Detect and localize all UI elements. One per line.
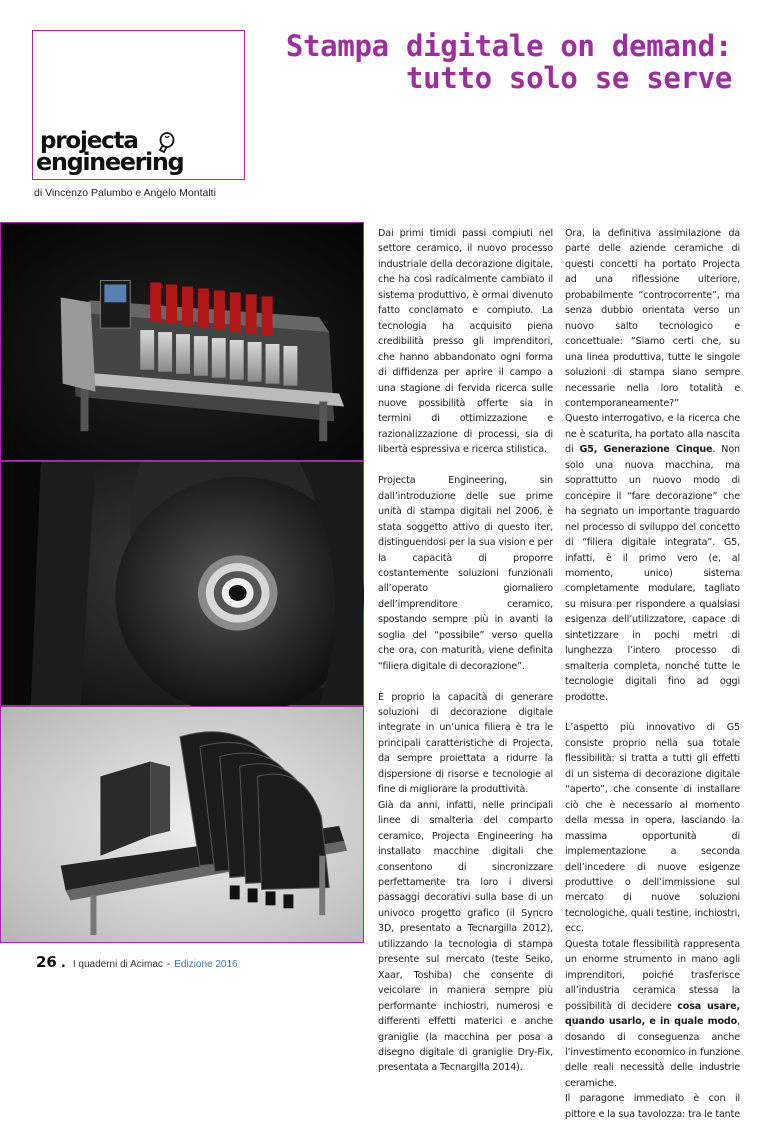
decoration-machine-photo <box>0 222 364 461</box>
title-line1: Stampa digitale on demand: <box>285 29 732 63</box>
col1-paragraph: Dai primi timidi passi compiuti nel settore ceramico, il nuovo processo industriale della decorazione digitale, che ha così radicalmente cambiato il sistema produttivo, è ormai divenuto fatto conclamato e compiuto. La tecnologia ha acquisito piena credibilità presso gli imprenditori, che hanno abbandonato ogni forma di diffidenza per aprire il campo a una stagione di fervida ricerca sulle nuove possibilità offerte sia in termini di ottimizzazione e razionalizzazione di processi, sia di libertà espressiva e ricerca stilistica. <box>378 228 553 456</box>
col1-paragraph: È proprio la capacità di generare soluzioni di decorazione digitale integrate in un’unica filiera è tra le principali caratteristiche di Projecta, da sempre proiettata a ridurre la dispersione di risorse e tecnologie al fine di migliorare la produttività. <box>378 691 553 796</box>
footer-separator: - <box>166 959 171 970</box>
roller-closeup-photo <box>0 461 364 706</box>
col1-paragraph: Projecta Engineering, sin dall’introduzione delle sue prime unità di stampa digitali nel 2006, è stata soggetto attivo di questo iter, distinguendosi per la sua vision e per la capacità di proporre costantemente soluzioni funzionali all’operato giornaliero dell’imprenditore ceramico, spostando sempre più in avanti la soglia del “possibile” verso quella che ora, con maturità, viene definita “filiera digitale di decorazione”. <box>378 475 553 672</box>
col2-paragraph: Ora, la definitiva assimilazione da parte delle aziende ceramiche di questi concetti ha portato Projecta ad una riflessione ulteriore, probabilmente “controcorrente”, ma senza dubbio orientata verso un nuovo salto tecnologico e concettuale: “Siamo certi che, su una linea produttiva, tutte le singole soluzioni di stampa siano sempre necessarie nella loro totalità e contemporaneamente?” <box>565 228 740 409</box>
text-column-1 <box>378 226 553 1076</box>
publication-name: I quaderni di Acimac <box>72 959 163 970</box>
page-number: 26 <box>36 953 57 971</box>
logo-text-line2: engineering <box>36 148 184 176</box>
logo-text-line1: projecta <box>40 128 138 154</box>
page-title <box>232 30 732 94</box>
footer-dot: . <box>60 956 66 971</box>
col1-paragraph: Già da anni, infatti, nelle principali linee di smalteria del comparto ceramico, Projecta Engineering ha installato macchine digitali che consentono di sincronizzare perfettamente tra loro i diversi passaggi decorativi sulla base di un univoco progetto grafico (il Syncro 3D, presentato a Tecnargilla 2012), utilizzando la tecnologia di stampa presente sul mercato (teste Seiko, Xaar, Toshiba) che consente di veicolare in maniera sempre più performante inchiostri, numerosi e differenti effetti materici e anche graniglie (la macchina per posa a disegno digitale di graniglie Dry-Fix, presentata a Tecnargilla 2014). <box>378 799 553 1074</box>
text-column-2 <box>565 226 740 1122</box>
edition-label: Edizione 2016 <box>174 959 238 970</box>
col2-paragraph: Il paragone immediato è con il pittore e la sua tavolozza: tra le tante <box>565 1093 740 1120</box>
authors-byline: di Vincenzo Palumbo e Angelo Montalti <box>34 187 216 199</box>
projecta-engineering-logo <box>36 128 186 178</box>
col2-paragraph: Questo interrogativo, e la ricerca che ne è scaturita, ha portato alla nascita di G5, Generazione Cinque. Non solo una nuova macchina, ma soprattutto un nuovo modo di concepire il “fare decorazione” che ha segnato un importante traguardo nel processo di sviluppo del concetto di “filiera digitale integrata”. G5, infatti, è il primo vero (e, al momento, unico) sistema completamente modulare, tagliato su misura per rispondere a qualsiasi esigenza dell’utilizzatore, capace di sintetizzare in pochi metri di lunghezza l’intero processo di smalteria completa, nonché tutte le tecnologie digitali fino ad oggi prodotte. <box>565 413 740 703</box>
title-line2: tutto solo se serve <box>405 61 732 95</box>
col2-paragraph: L’aspetto più innovativo di G5 consiste proprio nella sua totale flessibilità: si tratta a tutti gli effetti di un sistema di decorazione digitale “aperto”, che consente di installare ciò che è necessario al momento della messa in opera, lasciando la massima opportunità di implementazione a seconda dell’incedere di nuove esigenze produttive o dell’immissione sul mercato di nuove soluzioni tecnologiche, quali testine, inchiostri, ecc. <box>565 722 740 935</box>
col2-paragraph: Questa totale flessibilità rappresenta un enorme strumento in mano agli imprenditori, poiché trasferisce all’industria ceramica stessa la possibilità di decidere cosa usare, quando usarlo, e in quale modo, dosando di conseguenza anche l’investimento economico in funzione delle reali necessità delle industrie ceramiche. <box>565 938 740 1089</box>
page-footer <box>36 953 238 969</box>
roller-unit-conveyor-photo <box>0 706 364 943</box>
